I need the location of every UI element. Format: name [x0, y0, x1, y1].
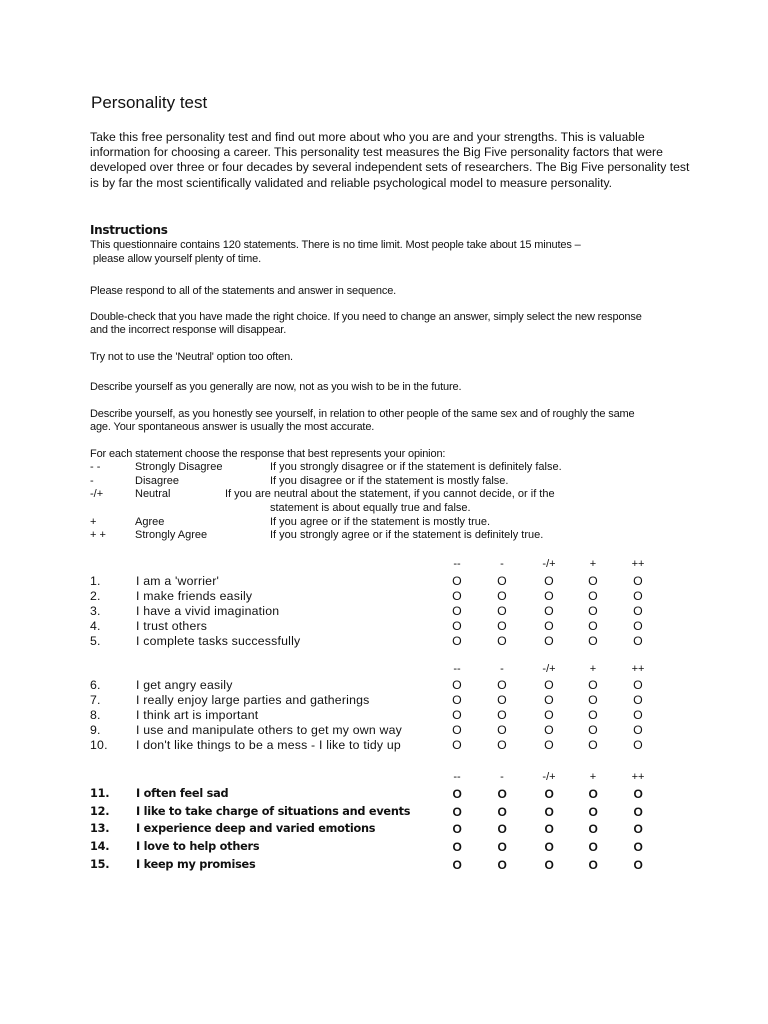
instruction-line: Double-check that you have made the right choice. If you need to change an answer, simply select the new response	[90, 311, 642, 323]
response-option[interactable]: O	[544, 634, 554, 648]
question-number: 10.	[90, 738, 108, 752]
question-number: 1.	[90, 574, 101, 588]
question-text: I like to take charge of situations and events	[136, 804, 411, 818]
response-option[interactable]: O	[633, 693, 643, 707]
instruction-line: Describe yourself as you generally are now, not as you wish to be in the future.	[90, 381, 462, 393]
response-option[interactable]: O	[544, 574, 554, 588]
response-option[interactable]: O	[588, 787, 598, 801]
question-number: 9.	[90, 723, 101, 737]
response-option[interactable]: O	[497, 787, 507, 801]
response-option[interactable]: O	[452, 857, 462, 872]
response-option[interactable]: O	[452, 738, 462, 752]
response-option[interactable]: O	[544, 840, 554, 855]
response-option[interactable]: O	[588, 693, 598, 707]
question-number: 13.	[90, 822, 110, 836]
scale-header: +	[589, 663, 597, 675]
question-row	[90, 634, 650, 650]
response-option[interactable]: O	[588, 634, 598, 648]
scale-header: --	[453, 558, 461, 570]
scale-header: --	[453, 771, 461, 783]
scale-header: -	[500, 558, 504, 570]
response-option[interactable]: O	[452, 604, 462, 618]
intro-paragraph: Take this free personality test and find out more about who you are and your strengths. This is valuable information for choosing a career. This personality test measures the Big Five personality factors that were developed over three or four decades by several independent sets of researchers. The Big Five personality test is by far the most scientifically validated and reliable psychological model to measure personality.	[90, 130, 690, 190]
instruction-line: age. Your spontaneous answer is usually the most accurate.	[90, 421, 375, 433]
question-text: I really enjoy large parties and gatherings	[136, 693, 370, 707]
response-option[interactable]: O	[497, 634, 507, 648]
scale-header: -	[500, 771, 504, 783]
legend-label: Strongly Disagree	[135, 461, 223, 473]
instruction-line: Try not to use the 'Neutral' option too often.	[90, 351, 293, 363]
response-option[interactable]: O	[633, 589, 643, 603]
question-number: 14.	[90, 840, 110, 854]
question-row	[90, 678, 650, 694]
question-number: 3.	[90, 604, 101, 618]
instruction-line: please allow yourself plenty of time.	[90, 253, 261, 265]
response-option[interactable]: O	[544, 723, 554, 737]
scale-header: -/+	[542, 558, 556, 570]
question-row	[90, 693, 650, 709]
question-text: I don't like things to be a mess - I like to tidy up	[136, 738, 401, 752]
legend-desc: statement is about equally true and false.	[270, 502, 471, 514]
response-option[interactable]: O	[544, 708, 554, 722]
scale-header: --	[453, 663, 461, 675]
question-text: I love to help others	[136, 840, 260, 854]
question-row	[90, 619, 650, 635]
response-option[interactable]: O	[544, 857, 554, 872]
response-option[interactable]: O	[588, 840, 598, 855]
question-number: 12.	[90, 804, 110, 818]
response-option[interactable]: O	[452, 574, 462, 588]
question-text: I complete tasks successfully	[136, 634, 301, 648]
response-option[interactable]: O	[452, 787, 462, 801]
response-option[interactable]: O	[633, 804, 643, 819]
response-option[interactable]: O	[633, 678, 643, 692]
response-option[interactable]: O	[497, 708, 507, 722]
legend-symbol: - -	[90, 461, 101, 473]
scale-header: -/+	[542, 771, 556, 783]
instruction-line: and the incorrect response will disappear.	[90, 324, 287, 336]
response-option[interactable]: O	[633, 738, 643, 752]
question-number: 6.	[90, 678, 101, 692]
response-option[interactable]: O	[452, 723, 462, 737]
response-option[interactable]: O	[497, 604, 507, 618]
response-option[interactable]: O	[497, 857, 507, 872]
legend-label: Agree	[135, 516, 165, 528]
response-option[interactable]: O	[497, 619, 507, 633]
question-text: I experience deep and varied emotions	[136, 822, 376, 836]
response-option[interactable]: O	[497, 589, 507, 603]
legend-symbol: -	[90, 475, 94, 487]
response-option[interactable]: O	[544, 738, 554, 752]
response-option[interactable]: O	[452, 589, 462, 603]
scale-header: ++	[631, 771, 645, 783]
scale-header: +	[589, 771, 597, 783]
response-option[interactable]: O	[544, 619, 554, 633]
question-number: 2.	[90, 589, 101, 603]
page-title: Personality test	[91, 93, 208, 112]
question-row	[90, 723, 650, 739]
response-option[interactable]: O	[633, 634, 643, 648]
question-text: I think art is important	[136, 708, 259, 722]
legend-symbol: +	[90, 516, 97, 528]
response-option[interactable]: O	[452, 678, 462, 692]
response-option[interactable]: O	[633, 723, 643, 737]
response-option[interactable]: O	[544, 604, 554, 618]
response-option[interactable]: O	[633, 574, 643, 588]
response-option[interactable]: O	[452, 619, 462, 633]
question-row	[90, 858, 650, 874]
response-option[interactable]: O	[633, 857, 643, 872]
response-option[interactable]: O	[497, 738, 507, 752]
question-number: 8.	[90, 708, 101, 722]
response-option[interactable]: O	[497, 693, 507, 707]
legend-label: Strongly Agree	[135, 529, 208, 541]
response-option[interactable]: O	[588, 574, 598, 588]
response-option[interactable]: O	[588, 619, 598, 633]
instruction-line: Describe yourself, as you honestly see yourself, in relation to other people of the same sex and of roughly the same	[90, 408, 635, 420]
response-option[interactable]: O	[633, 604, 643, 618]
response-option[interactable]: O	[497, 822, 507, 837]
response-option[interactable]: O	[452, 804, 462, 819]
scale-header: -	[500, 663, 504, 675]
response-option[interactable]: O	[497, 723, 507, 737]
question-row	[90, 589, 650, 605]
question-row	[90, 787, 650, 803]
response-option[interactable]: O	[588, 822, 598, 837]
legend-desc: If you are neutral about the statement, if you cannot decide, or if the	[225, 488, 555, 500]
question-text: I use and manipulate others to get my own way	[136, 723, 403, 737]
response-option[interactable]: O	[497, 574, 507, 588]
legend-desc: If you disagree or if the statement is mostly false.	[270, 475, 509, 487]
question-row	[90, 574, 650, 590]
question-text: I make friends easily	[136, 589, 253, 603]
scale-header: -/+	[542, 663, 556, 675]
response-option[interactable]: O	[452, 634, 462, 648]
response-option[interactable]: O	[544, 693, 554, 707]
response-option[interactable]: O	[588, 804, 598, 819]
question-text: I often feel sad	[136, 787, 229, 800]
legend-desc: If you strongly disagree or if the statement is definitely false.	[270, 461, 562, 473]
response-option[interactable]: O	[497, 840, 507, 855]
response-option[interactable]: O	[588, 723, 598, 737]
instructions-heading: Instructions	[90, 223, 168, 237]
question-text: I am a 'worrier'	[136, 574, 220, 588]
scale-header: +	[589, 558, 597, 570]
instruction-line: This questionnaire contains 120 statements. There is no time limit. Most people take about 15 minutes –	[90, 239, 581, 251]
response-option[interactable]: O	[452, 693, 462, 707]
response-option[interactable]: O	[633, 822, 643, 837]
response-option[interactable]: O	[544, 787, 554, 801]
response-option[interactable]: O	[452, 822, 462, 837]
legend-desc: If you agree or if the statement is mostly true.	[270, 516, 491, 528]
question-number: 11.	[90, 787, 110, 800]
response-option[interactable]: O	[544, 678, 554, 692]
response-option[interactable]: O	[633, 787, 643, 801]
question-number: 7.	[90, 693, 101, 707]
response-option[interactable]: O	[452, 840, 462, 855]
response-option[interactable]: O	[588, 738, 598, 752]
response-option[interactable]: O	[544, 589, 554, 603]
question-text: I keep my promises	[136, 857, 256, 871]
legend-label: Disagree	[135, 475, 180, 487]
instruction-line: For each statement choose the response that best represents your opinion:	[90, 448, 446, 460]
response-option[interactable]: O	[633, 708, 643, 722]
question-row	[90, 822, 650, 838]
question-number: 4.	[90, 619, 101, 633]
question-row	[90, 805, 650, 821]
response-option[interactable]: O	[588, 708, 598, 722]
question-row	[90, 604, 650, 620]
legend-symbol: -/+	[90, 488, 104, 500]
legend-symbol: + +	[90, 529, 106, 541]
question-row	[90, 738, 650, 754]
response-option[interactable]: O	[497, 678, 507, 692]
scale-header: ++	[631, 663, 645, 675]
response-option[interactable]: O	[588, 857, 598, 872]
scale-header: ++	[631, 558, 645, 570]
response-option[interactable]: O	[588, 604, 598, 618]
response-option[interactable]: O	[588, 678, 598, 692]
legend-label: Neutral	[135, 488, 171, 500]
response-option[interactable]: O	[497, 804, 507, 819]
response-option[interactable]: O	[633, 840, 643, 855]
response-option[interactable]: O	[588, 589, 598, 603]
question-text: I have a vivid imagination	[136, 604, 280, 618]
question-row	[90, 840, 650, 856]
response-option[interactable]: O	[633, 619, 643, 633]
question-text: I get angry easily	[136, 678, 233, 692]
instruction-line: Please respond to all of the statements and answer in sequence.	[90, 285, 397, 297]
response-option[interactable]: O	[452, 708, 462, 722]
response-option[interactable]: O	[544, 804, 554, 819]
response-option[interactable]: O	[544, 822, 554, 837]
question-text: I trust others	[136, 619, 208, 633]
legend-desc: If you strongly agree or if the statement is definitely true.	[270, 529, 544, 541]
question-row	[90, 708, 650, 724]
question-number: 5.	[90, 634, 101, 648]
question-number: 15.	[90, 857, 110, 871]
